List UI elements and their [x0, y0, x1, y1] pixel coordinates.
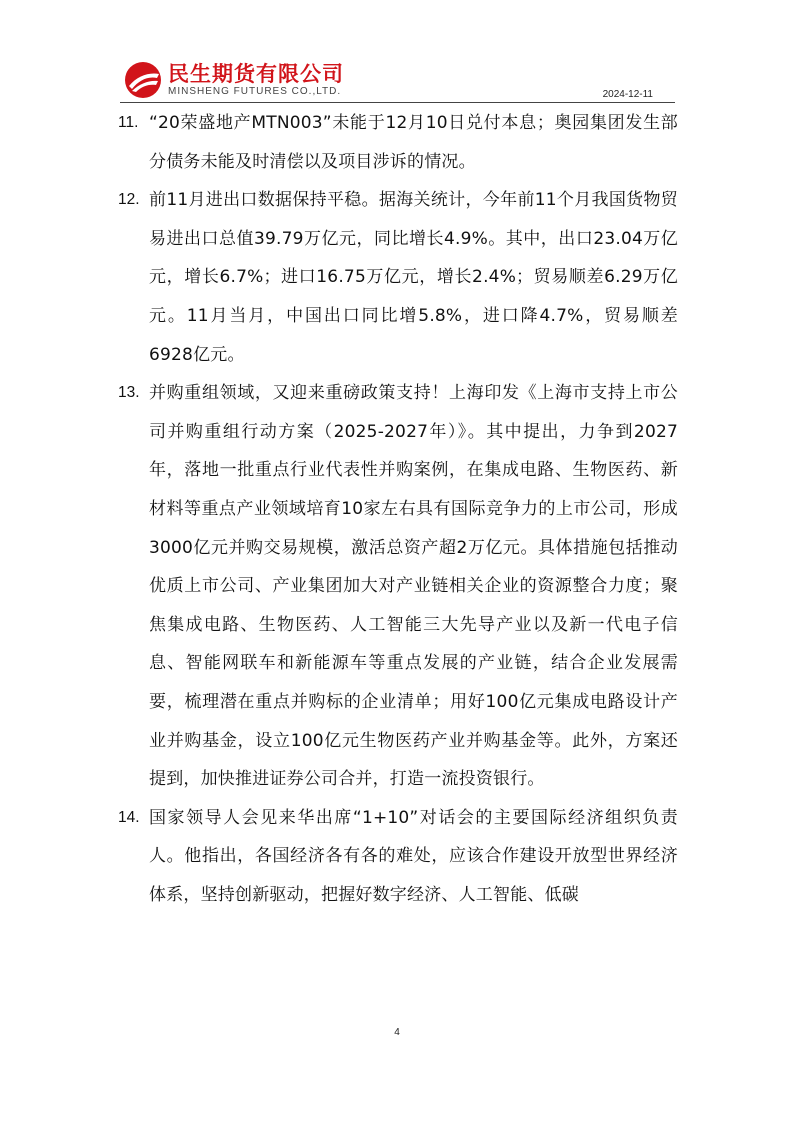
header-divider: [120, 102, 675, 103]
item-number: 12.: [118, 191, 140, 209]
news-item: [118, 799, 678, 915]
company-logo: [120, 56, 360, 102]
item-number: 13.: [118, 384, 140, 402]
page-number: 4: [394, 1027, 400, 1038]
news-item: [118, 104, 678, 181]
item-number: 14.: [118, 808, 140, 826]
page-header: [120, 52, 675, 104]
minsheng-logo-icon: [123, 60, 163, 100]
item-text: “20荣盛地产MTN003”未能于12月10日兑付本息；奥园集团发生部分债务未能及时清偿以及项目涉诉的情况。: [149, 113, 678, 172]
news-item: [118, 374, 678, 799]
item-text: 前11月进出口数据保持平稳。据海关统计，今年前11个月我国货物贸易进出口总值39.79万亿元，同比增长4.9%。其中，出口23.04万亿元，增长6.7%；进口16.75万亿元，增长2.4%；贸易顺差6.29万亿元。11月当月，中国出口同比增5.8%，进口降4.7%，贸易顺差6928亿元。: [149, 190, 678, 365]
item-text: 国家领导人会见来华出席“1+10”对话会的主要国际经济组织负责人。他指出，各国经济各有各的难处，应该合作建设开放型世界经济体系，坚持创新驱动，把握好数字经济、人工智能、低碳: [149, 807, 678, 905]
news-list: [118, 104, 678, 914]
news-item: [118, 181, 678, 374]
report-date: 2024-12-11: [602, 89, 653, 100]
company-name-en: MINSHENG FUTURES CO.,LTD.: [168, 86, 342, 97]
company-name-cn: 民生期货有限公司: [168, 62, 344, 86]
item-text: 并购重组领域，又迎来重磅政策支持！上海印发《上海市支持上市公司并购重组行动方案（2025-2027年）》。其中提出，力争到2027年，落地一批重点行业代表性并购案例，在集成电路、生物医药、新材料等重点产业领域培育10家左右具有国际竞争力的上市公司，形成3000亿元并购交易规模，激活总资产超2万亿元。具体措施包括推动优质上市公司、产业集团加大对产业链相关企业的资源整合力度；聚焦集成电路、生物医药、人工智能三大先导产业以及新一代电子信息、智能网联车和新能源车等重点发展的产业链，结合企业发展需要，梳理潜在重点并购标的企业清单；用好100亿元集成电路设计产业并购基金，设立100亿元生物医药产业并购基金等。此外，方案还提到，加快推进证券公司合并，打造一流投资银行。: [149, 383, 678, 790]
item-number: 11.: [118, 114, 139, 131]
